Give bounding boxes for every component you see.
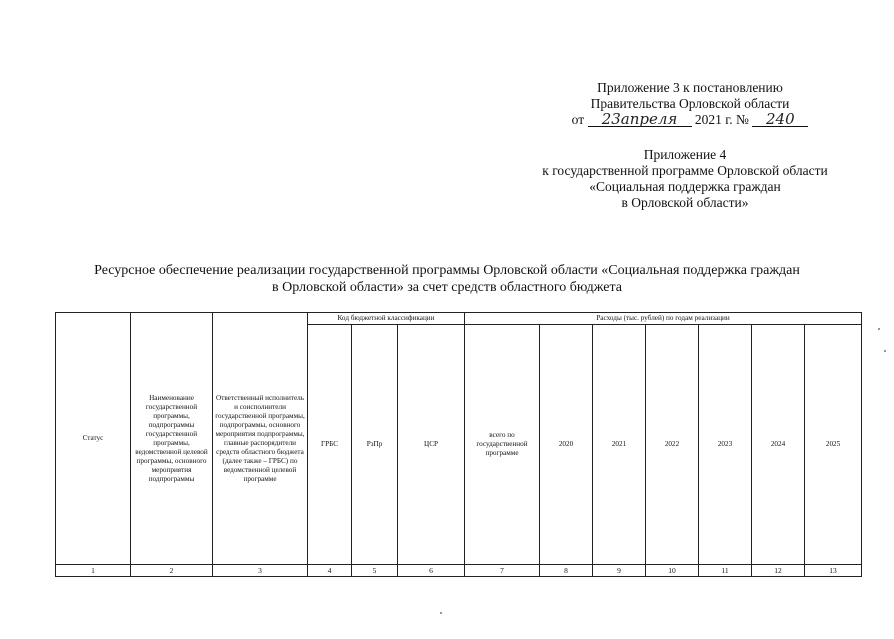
col-executor: Ответственный исполнитель и соисполнители государственной программы, подпрограммы, основного мероприятия подпрограммы, главные распорядители средств областного бюджета (далее также – ГРБС) по ведомственной целевой программе [213,313,308,565]
col-number: 2 [131,565,213,577]
appendix4-block [480,147,890,211]
year-text: 2021 г. № [694,112,749,127]
appendix3-line1: Приложение 3 к постановлению [597,80,783,95]
col-number: 5 [352,565,398,577]
col-number: 12 [752,565,805,577]
appendix4-line3: «Социальная поддержка граждан [589,179,781,194]
header-row-group [56,313,862,325]
col-number: 1 [56,565,131,577]
col-2022: 2022 [646,325,699,565]
appendix3-block [520,80,860,128]
appendix4-line4: в Орловской области» [621,195,749,210]
col-2025: 2025 [805,325,862,565]
title-line1: Ресурсное обеспечение реализации государственной программы Орловской области «Социальная поддержка граждан [94,263,800,278]
col-total: всего по государственной программе [465,325,540,565]
col-2023: 2023 [699,325,752,565]
group-budget-code: Код бюджетной классификации [308,313,465,325]
col-number: 10 [646,565,699,577]
col-number: 13 [805,565,862,577]
scan-speck [884,350,886,352]
scan-speck [440,612,442,614]
col-grbs: ГРБС [308,325,352,565]
col-name: Наименование государственной программы, подпрограммы государственной программы, ведомственной целевой программы, основного мероприятия подпрограммы [131,313,213,565]
col-number: 4 [308,565,352,577]
resource-table [55,312,862,577]
col-2020: 2020 [540,325,593,565]
col-number: 7 [465,565,540,577]
appendix3-date-line [520,112,860,128]
appendix4-line1: Приложение 4 [643,147,727,162]
col-number: 9 [593,565,646,577]
appendix4-line2: к государственной программе Орловской области [542,163,828,178]
col-number: 3 [213,565,308,577]
from-label: от [571,112,585,127]
col-csr: ЦСР [398,325,465,565]
scan-speck [878,328,880,330]
col-2024: 2024 [752,325,805,565]
col-status: Статус [56,313,131,565]
column-number-row [56,565,862,577]
document-title [40,262,854,296]
title-line2: в Орловской области» за счет средств областного бюджета [272,280,622,295]
col-rzpr: РзПр [352,325,398,565]
col-2021: 2021 [593,325,646,565]
col-number: 6 [398,565,465,577]
handwritten-number: 240 [752,112,808,127]
appendix3-line2: Правительства Орловской области [590,96,790,111]
col-number: 11 [699,565,752,577]
col-number: 8 [540,565,593,577]
group-expenses: Расходы (тыс. рублей) по годам реализации [465,313,862,325]
handwritten-date: 23апреля [588,112,692,127]
